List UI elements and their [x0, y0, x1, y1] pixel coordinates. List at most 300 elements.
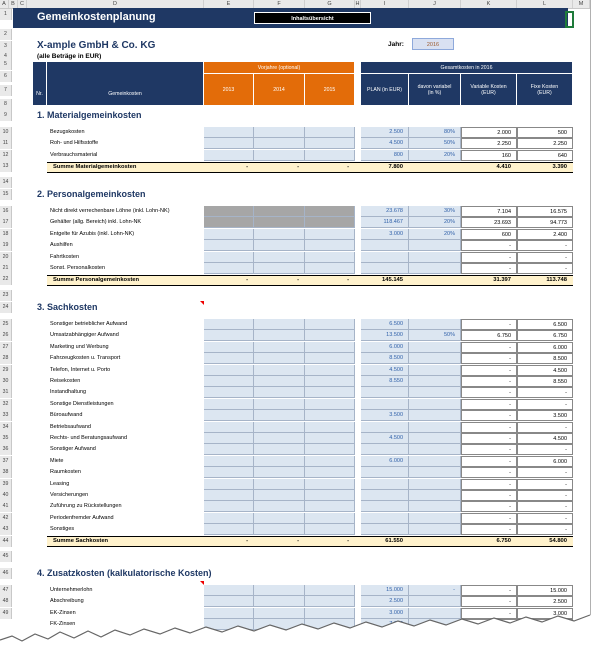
variable-percent-cell[interactable]: 20% — [409, 217, 461, 228]
table-row — [0, 422, 590, 433]
prior-year-cell[interactable] — [204, 596, 254, 607]
variable-percent-cell[interactable] — [409, 319, 461, 330]
prior-year-cell[interactable] — [305, 399, 355, 410]
prior-year-cell[interactable] — [254, 399, 305, 410]
table-row — [0, 217, 590, 228]
header-year-3: 2015 — [305, 74, 355, 105]
row-number[interactable]: 46 — [0, 568, 12, 579]
row-number[interactable]: 35 — [0, 433, 12, 444]
table-of-contents-button[interactable]: Inhaltsübersicht — [254, 12, 371, 24]
prior-year-cell[interactable] — [204, 330, 254, 341]
variable-percent-cell[interactable] — [409, 353, 461, 364]
prior-year-cell[interactable] — [305, 330, 355, 341]
row-number[interactable]: 26 — [0, 330, 12, 341]
sum-value: 4.410 — [496, 163, 511, 170]
prior-year-cell[interactable] — [254, 585, 305, 596]
prior-year-cell[interactable] — [305, 138, 355, 149]
prior-year-cell[interactable] — [305, 410, 355, 421]
row-number[interactable]: 6 — [0, 71, 12, 82]
prior-year-cell[interactable] — [204, 399, 254, 410]
prior-year-cell[interactable] — [305, 217, 355, 228]
section-title: 2. Personalgemeinkosten — [37, 189, 146, 199]
column-header[interactable]: D — [27, 0, 204, 8]
row-label: Aushilfen — [50, 242, 73, 249]
prior-year-cell[interactable] — [305, 127, 355, 138]
column-header[interactable]: G — [305, 0, 355, 8]
prior-year-cell[interactable] — [204, 524, 254, 535]
table-row — [0, 206, 590, 217]
row-number[interactable]: 36 — [0, 444, 12, 455]
row-label: Miete — [50, 457, 64, 464]
prior-year-cell[interactable] — [204, 342, 254, 353]
plan-cell[interactable]: 2.500 — [361, 127, 409, 138]
prior-year-cell[interactable] — [254, 524, 305, 535]
prior-year-cell[interactable] — [305, 206, 355, 217]
prior-year-cell[interactable] — [254, 376, 305, 387]
column-header[interactable]: A — [0, 0, 9, 8]
row-number[interactable]: 38 — [0, 467, 12, 478]
prior-year-cell[interactable] — [254, 353, 305, 364]
prior-year-cell[interactable] — [254, 501, 305, 512]
row-label: Gehälter (allg. Bereich) inkl. Lohn-NK — [50, 219, 142, 226]
table-row — [0, 252, 590, 263]
row-number[interactable]: 49 — [0, 608, 12, 619]
row-number[interactable]: 13 — [0, 161, 12, 172]
sum-value: 31.397 — [493, 276, 511, 283]
plan-cell[interactable] — [361, 501, 409, 512]
plan-cell[interactable] — [361, 399, 409, 410]
variable-cost-cell: - — [461, 240, 517, 251]
fixed-cost-cell: - — [517, 387, 573, 398]
plan-cell[interactable]: 4.500 — [361, 365, 409, 376]
row-number[interactable]: 1 — [0, 9, 12, 20]
row-number[interactable]: 47 — [0, 585, 12, 596]
variable-percent-cell[interactable] — [409, 444, 461, 455]
row-label: Fahrzeugkosten u. Transport — [50, 355, 121, 362]
prior-year-cell[interactable] — [254, 229, 305, 240]
row-number[interactable]: 41 — [0, 501, 12, 512]
plan-cell[interactable] — [361, 524, 409, 535]
prior-year-cell[interactable] — [204, 263, 254, 274]
plan-cell[interactable]: 8.500 — [361, 353, 409, 364]
row-number[interactable]: 18 — [0, 229, 12, 240]
row-number[interactable]: 4 — [0, 51, 12, 62]
fixed-cost-cell: 6.500 — [517, 319, 573, 330]
prior-year-cell[interactable] — [305, 501, 355, 512]
row-number[interactable]: 22 — [0, 274, 12, 285]
prior-year-cell[interactable] — [204, 240, 254, 251]
prior-year-cell[interactable] — [305, 585, 355, 596]
row-number[interactable]: 29 — [0, 365, 12, 376]
variable-cost-cell: - — [461, 596, 517, 607]
table-row — [0, 585, 590, 596]
prior-year-cell[interactable] — [305, 444, 355, 455]
row-number[interactable]: 3 — [0, 41, 12, 52]
prior-year-cell[interactable] — [305, 422, 355, 433]
prior-year-cell[interactable] — [254, 217, 305, 228]
prior-year-cell[interactable] — [305, 353, 355, 364]
row-number[interactable]: 10 — [0, 127, 12, 138]
prior-year-cell[interactable] — [254, 240, 305, 251]
prior-year-cell[interactable] — [305, 479, 355, 490]
prior-year-cell[interactable] — [204, 319, 254, 330]
sum-value: - — [246, 538, 248, 545]
variable-percent-cell[interactable]: 20% — [409, 229, 461, 240]
row-number[interactable]: 25 — [0, 319, 12, 330]
column-header[interactable]: C — [18, 0, 27, 8]
prior-year-cell[interactable] — [305, 467, 355, 478]
variable-percent-cell[interactable]: - — [409, 585, 461, 596]
row-number[interactable]: 8 — [0, 99, 12, 110]
row-number[interactable]: 42 — [0, 513, 12, 524]
plan-cell[interactable]: 3.000 — [361, 229, 409, 240]
prior-year-cell[interactable] — [254, 138, 305, 149]
column-header[interactable]: I — [361, 0, 409, 8]
column-header[interactable]: M — [573, 0, 590, 8]
variable-percent-cell[interactable] — [409, 456, 461, 467]
prior-year-cell[interactable] — [204, 365, 254, 376]
variable-percent-cell[interactable]: 30% — [409, 206, 461, 217]
prior-year-cell[interactable] — [204, 422, 254, 433]
sum-value: - — [347, 276, 349, 283]
row-number[interactable]: 24 — [0, 302, 12, 313]
row-number[interactable]: 2 — [0, 29, 12, 40]
column-header[interactable]: B — [9, 0, 18, 8]
plan-cell[interactable]: 8.550 — [361, 376, 409, 387]
row-number[interactable]: 27 — [0, 342, 12, 353]
prior-year-cell[interactable] — [305, 490, 355, 501]
variable-percent-cell[interactable] — [409, 467, 461, 478]
prior-year-cell[interactable] — [204, 410, 254, 421]
variable-percent-cell[interactable] — [409, 342, 461, 353]
prior-year-cell[interactable] — [254, 127, 305, 138]
prior-year-cell[interactable] — [204, 353, 254, 364]
plan-cell[interactable] — [361, 263, 409, 274]
fixed-cost-cell: - — [517, 524, 573, 535]
column-header[interactable]: F — [254, 0, 305, 8]
prior-year-cell[interactable] — [204, 444, 254, 455]
row-number[interactable]: 15 — [0, 189, 12, 200]
fixed-cost-cell: - — [517, 444, 573, 455]
variable-percent-cell[interactable] — [409, 513, 461, 524]
row-number[interactable]: 23 — [0, 290, 12, 301]
fixed-cost-cell: - — [517, 263, 573, 274]
plan-cell[interactable]: 800 — [361, 150, 409, 161]
header-year-1: 2013 — [204, 74, 254, 105]
prior-year-cell[interactable] — [204, 387, 254, 398]
variable-cost-cell: 2.250 — [461, 138, 517, 149]
row-number[interactable]: 37 — [0, 456, 12, 467]
variable-percent-cell[interactable] — [409, 422, 461, 433]
header-variabel: davon variabel (in %) — [409, 74, 461, 105]
row-label: Nicht direkt verrechenbare Löhne (inkl. Lohn-NK) — [50, 208, 170, 214]
row-number[interactable]: 31 — [0, 387, 12, 398]
prior-year-cell[interactable] — [305, 433, 355, 444]
table-row — [0, 365, 590, 376]
column-header[interactable]: J — [409, 0, 461, 8]
prior-year-cell[interactable] — [305, 263, 355, 274]
prior-year-cell[interactable] — [204, 206, 254, 217]
row-number[interactable]: 11 — [0, 138, 12, 149]
variable-cost-cell: 23.693 — [461, 217, 517, 228]
prior-year-cell[interactable] — [204, 490, 254, 501]
prior-year-cell[interactable] — [204, 127, 254, 138]
prior-year-cell[interactable] — [305, 365, 355, 376]
column-header[interactable]: K — [461, 0, 517, 8]
fixed-cost-cell: 6.750 — [517, 330, 573, 341]
variable-percent-cell[interactable] — [409, 240, 461, 251]
variable-cost-cell: - — [461, 376, 517, 387]
prior-year-cell[interactable] — [204, 138, 254, 149]
variable-percent-cell[interactable]: 80% — [409, 127, 461, 138]
plan-cell[interactable]: 6.500 — [361, 319, 409, 330]
plan-cell[interactable] — [361, 513, 409, 524]
comment-indicator — [200, 581, 204, 585]
sum-value: - — [297, 276, 299, 283]
prior-year-cell[interactable] — [305, 229, 355, 240]
prior-year-cell[interactable] — [254, 206, 305, 217]
variable-percent-cell[interactable] — [409, 596, 461, 607]
prior-year-cell[interactable] — [204, 479, 254, 490]
column-header[interactable]: H — [355, 1, 360, 7]
variable-percent-cell[interactable] — [409, 376, 461, 387]
plan-cell[interactable]: 4.500 — [361, 138, 409, 149]
prior-year-cell[interactable] — [305, 387, 355, 398]
prior-year-cell[interactable] — [204, 433, 254, 444]
row-number[interactable]: 45 — [0, 551, 12, 562]
prior-year-cell[interactable] — [204, 150, 254, 161]
row-number[interactable]: 21 — [0, 263, 12, 274]
torn-edge — [0, 610, 600, 656]
row-number[interactable]: 17 — [0, 217, 12, 228]
plan-cell[interactable] — [361, 387, 409, 398]
variable-cost-cell: - — [461, 422, 517, 433]
plan-cell[interactable] — [361, 467, 409, 478]
variable-percent-cell[interactable]: 50% — [409, 330, 461, 341]
prior-year-cell[interactable] — [254, 467, 305, 478]
prior-year-cell[interactable] — [254, 365, 305, 376]
column-header[interactable]: E — [204, 0, 254, 8]
table-row — [0, 127, 590, 138]
prior-year-cell[interactable] — [305, 150, 355, 161]
prior-year-cell[interactable] — [305, 376, 355, 387]
row-number[interactable]: 48 — [0, 596, 12, 607]
fixed-cost-cell: 94.773 — [517, 217, 573, 228]
fixed-cost-cell: 15.000 — [517, 585, 573, 596]
fixed-cost-cell: - — [517, 399, 573, 410]
prior-year-cell[interactable] — [254, 444, 305, 455]
selected-cell[interactable] — [565, 11, 574, 28]
currency-note: (alle Beträge in EUR) — [37, 53, 102, 60]
prior-year-cell[interactable] — [254, 387, 305, 398]
prior-year-cell[interactable] — [254, 490, 305, 501]
table-row — [0, 399, 590, 410]
prior-year-cell[interactable] — [204, 456, 254, 467]
prior-year-cell[interactable] — [305, 596, 355, 607]
plan-cell[interactable]: 13.500 — [361, 330, 409, 341]
variable-cost-cell: - — [461, 365, 517, 376]
sum-value: 6.750 — [496, 538, 511, 545]
row-number[interactable]: 30 — [0, 376, 12, 387]
variable-cost-cell: - — [461, 319, 517, 330]
variable-percent-cell[interactable]: 50% — [409, 138, 461, 149]
row-number[interactable]: 39 — [0, 479, 12, 490]
sum-value: 7.800 — [388, 163, 403, 170]
fixed-cost-cell: - — [517, 467, 573, 478]
variable-cost-cell: 160 — [461, 150, 517, 161]
plan-cell[interactable]: 3.500 — [361, 410, 409, 421]
prior-year-cell[interactable] — [305, 319, 355, 330]
variable-percent-cell[interactable] — [409, 490, 461, 501]
prior-year-cell[interactable] — [204, 585, 254, 596]
variable-percent-cell[interactable] — [409, 263, 461, 274]
sum-value: - — [347, 163, 349, 170]
fixed-cost-cell: - — [517, 240, 573, 251]
fixed-cost-cell: 4.500 — [517, 365, 573, 376]
prior-year-cell[interactable] — [305, 240, 355, 251]
plan-cell[interactable] — [361, 479, 409, 490]
header-year-2: 2014 — [254, 74, 305, 105]
variable-percent-cell[interactable] — [409, 433, 461, 444]
row-number[interactable]: 16 — [0, 206, 12, 217]
table-row — [0, 138, 590, 149]
prior-year-cell[interactable] — [254, 456, 305, 467]
table-row — [0, 596, 590, 607]
plan-cell[interactable] — [361, 490, 409, 501]
row-label: Verbrauchsmaterial — [50, 151, 98, 158]
table-row — [0, 501, 590, 512]
variable-cost-cell: - — [461, 353, 517, 364]
prior-year-cell[interactable] — [204, 513, 254, 524]
variable-cost-cell: 2.000 — [461, 127, 517, 138]
plan-cell[interactable]: 3.000 — [361, 608, 409, 619]
sum-value: - — [246, 163, 248, 170]
row-number[interactable]: 43 — [0, 524, 12, 535]
row-label: Sonstige Dienstleistungen — [50, 400, 114, 407]
column-header[interactable]: L — [517, 0, 573, 8]
plan-cell[interactable]: 4.500 — [361, 433, 409, 444]
row-number[interactable]: 5 — [0, 59, 12, 70]
row-number[interactable]: 32 — [0, 399, 12, 410]
section-title: 4. Zusatzkosten (kalkulatorische Kosten) — [37, 568, 212, 578]
variable-percent-cell[interactable] — [409, 524, 461, 535]
prior-year-cell[interactable] — [254, 479, 305, 490]
variable-percent-cell[interactable] — [409, 501, 461, 512]
row-number[interactable]: 28 — [0, 353, 12, 364]
row-label: Sonstiges — [50, 526, 75, 533]
prior-year-cell[interactable] — [305, 513, 355, 524]
prior-year-cell[interactable] — [254, 342, 305, 353]
fixed-cost-cell: 3.500 — [517, 410, 573, 421]
table-row — [0, 410, 590, 421]
prior-year-cell[interactable] — [254, 330, 305, 341]
prior-year-cell[interactable] — [254, 410, 305, 421]
header-gesamtkosten: Gesamtkosten in 2016 — [361, 62, 573, 73]
row-label: Büroaufwand — [50, 412, 83, 419]
row-number[interactable]: 34 — [0, 422, 12, 433]
year-label: Jahr: — [388, 41, 404, 48]
prior-year-cell[interactable] — [204, 376, 254, 387]
variable-percent-cell[interactable] — [409, 365, 461, 376]
row-label: Roh- und Hilfsstoffe — [50, 140, 99, 147]
prior-year-cell[interactable] — [305, 252, 355, 263]
prior-year-cell[interactable] — [204, 501, 254, 512]
prior-year-cell[interactable] — [254, 422, 305, 433]
sum-value: 145.145 — [382, 276, 403, 283]
plan-cell[interactable]: 6.000 — [361, 342, 409, 353]
row-number[interactable]: 40 — [0, 490, 12, 501]
plan-cell[interactable]: 23.678 — [361, 206, 409, 217]
row-number[interactable]: 33 — [0, 410, 12, 421]
row-number[interactable]: 20 — [0, 252, 12, 263]
plan-cell[interactable]: 2.500 — [361, 596, 409, 607]
prior-year-cell[interactable] — [254, 263, 305, 274]
prior-year-cell[interactable] — [305, 524, 355, 535]
variable-percent-cell[interactable] — [409, 252, 461, 263]
row-number[interactable]: 14 — [0, 177, 12, 188]
variable-percent-cell[interactable]: 20% — [409, 150, 461, 161]
variable-cost-cell: - — [461, 399, 517, 410]
sum-value: - — [297, 538, 299, 545]
plan-cell[interactable] — [361, 444, 409, 455]
variable-percent-cell[interactable] — [409, 479, 461, 490]
row-label: Zuführung zu Rückstellungen — [50, 503, 122, 510]
fixed-cost-cell: 8.500 — [517, 353, 573, 364]
prior-year-cell[interactable] — [254, 513, 305, 524]
plan-cell[interactable] — [361, 240, 409, 251]
row-number[interactable]: 12 — [0, 150, 12, 161]
prior-year-cell[interactable] — [305, 456, 355, 467]
prior-year-cell[interactable] — [254, 319, 305, 330]
row-number[interactable]: 19 — [0, 240, 12, 251]
prior-year-cell[interactable] — [254, 150, 305, 161]
variable-percent-cell[interactable] — [409, 387, 461, 398]
prior-year-cell[interactable] — [204, 229, 254, 240]
comment-indicator — [200, 301, 204, 305]
row-label: Instandhaltung — [50, 389, 87, 396]
table-row — [0, 387, 590, 398]
row-number[interactable]: 44 — [0, 536, 12, 547]
prior-year-cell[interactable] — [204, 252, 254, 263]
row-label: Abschreibung — [50, 598, 84, 605]
prior-year-cell[interactable] — [254, 252, 305, 263]
sum-value: 61.550 — [385, 538, 403, 545]
row-number[interactable]: 7 — [0, 85, 12, 96]
plan-cell[interactable]: 15.000 — [361, 585, 409, 596]
plan-cell[interactable]: 6.000 — [361, 456, 409, 467]
table-row — [0, 319, 590, 330]
variable-cost-cell: - — [461, 513, 517, 524]
plan-cell[interactable] — [361, 252, 409, 263]
variable-percent-cell[interactable] — [409, 410, 461, 421]
fixed-cost-cell: 8.550 — [517, 376, 573, 387]
row-label: Leasing — [50, 480, 70, 487]
prior-year-cell[interactable] — [305, 342, 355, 353]
plan-cell[interactable]: 118.467 — [361, 217, 409, 228]
variable-cost-cell: - — [461, 608, 517, 619]
prior-year-cell[interactable] — [204, 217, 254, 228]
fixed-cost-cell: - — [517, 490, 573, 501]
year-input[interactable]: 2016 — [412, 38, 454, 50]
fixed-cost-cell: 500 — [517, 127, 573, 138]
prior-year-cell[interactable] — [254, 596, 305, 607]
variable-cost-cell: 6.750 — [461, 330, 517, 341]
plan-cell[interactable] — [361, 422, 409, 433]
row-number[interactable]: 9 — [0, 110, 12, 121]
prior-year-cell[interactable] — [204, 467, 254, 478]
variable-percent-cell[interactable] — [409, 399, 461, 410]
prior-year-cell[interactable] — [254, 433, 305, 444]
